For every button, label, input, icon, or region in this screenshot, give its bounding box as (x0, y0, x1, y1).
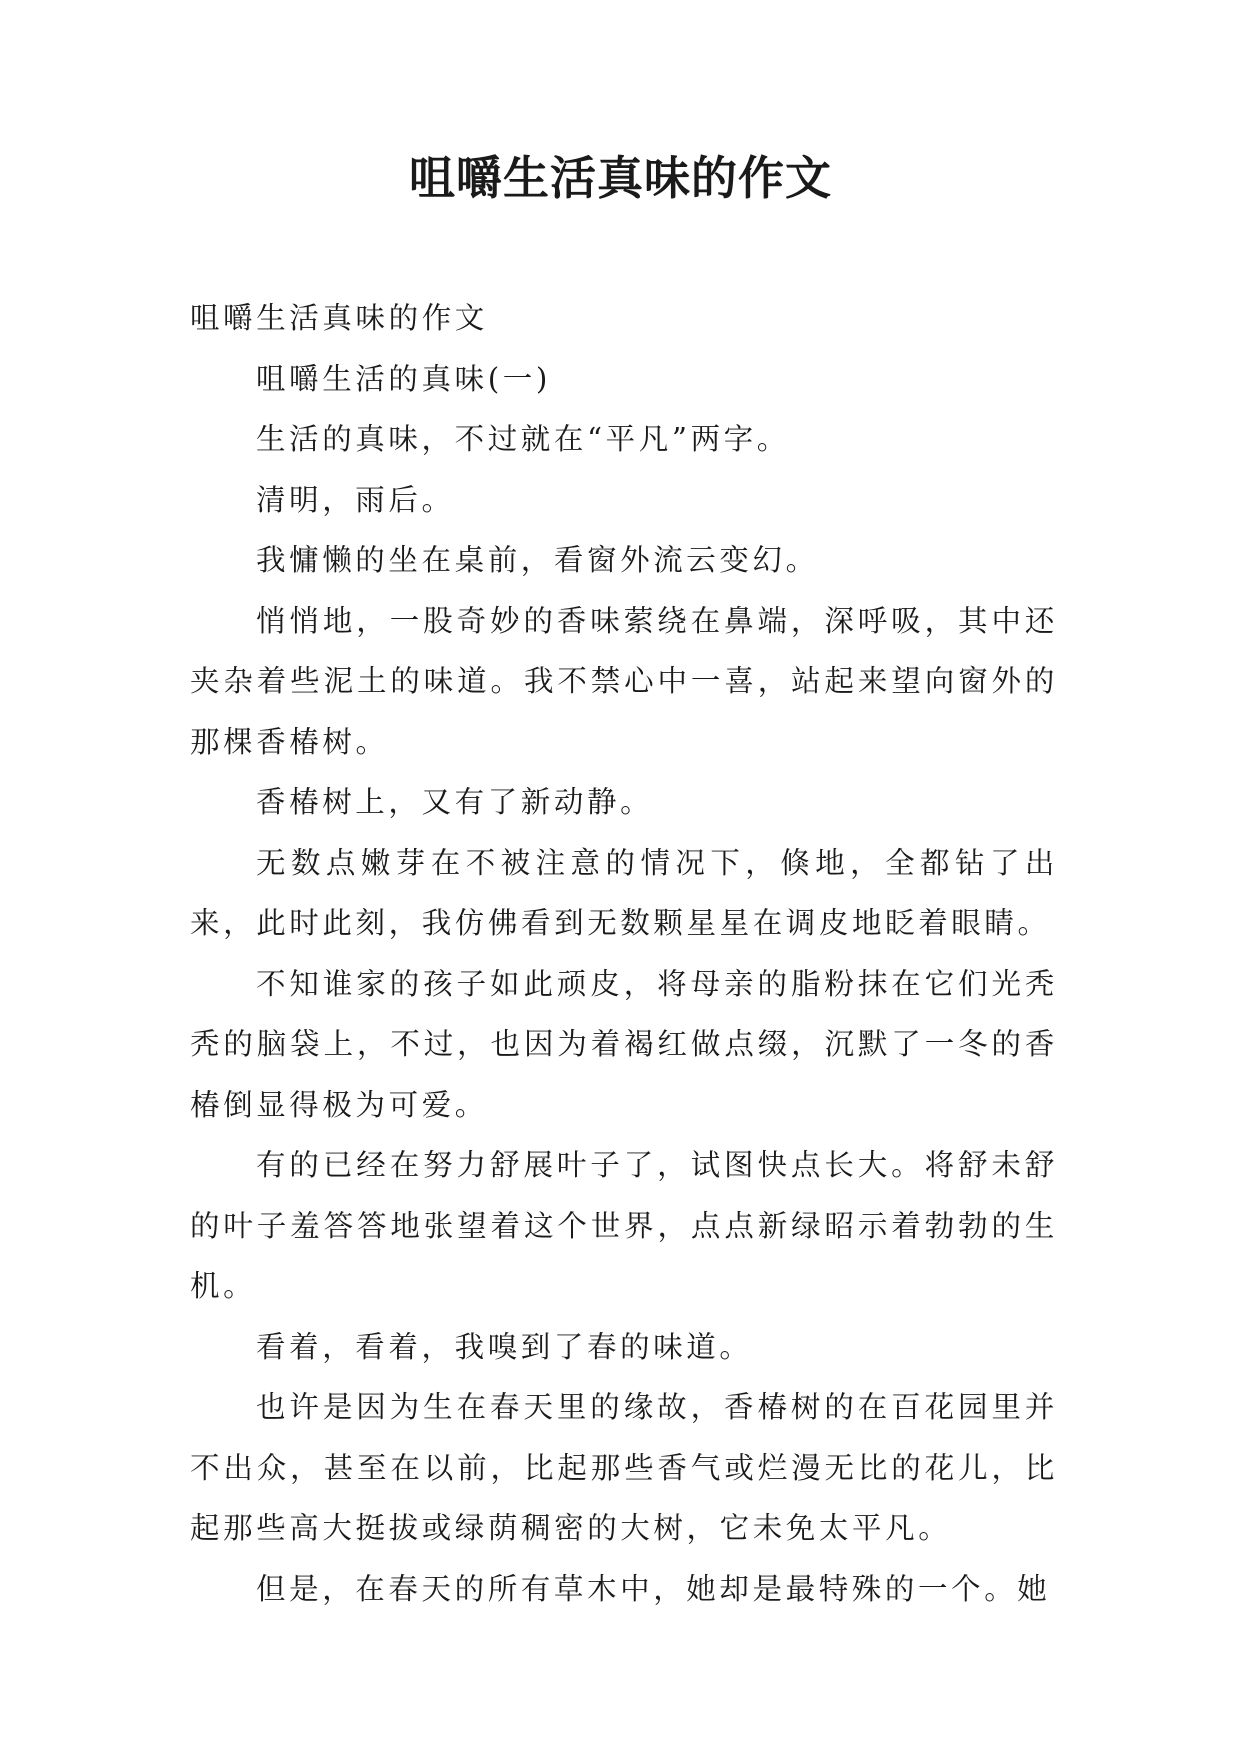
paragraph: 但是，在春天的所有草木中，她却是最特殊的一个。她 (256, 1571, 1051, 1606)
paragraph: 有的已经在努力舒展叶子了，试图快点长大。将舒未舒的叶子羞答答地张望着这个世界，点点新绿昭示着勃勃的生机。 (190, 1148, 1058, 1303)
paragraph: 我慵懒的坐在桌前，看窗外流云变幻。 (256, 543, 819, 577)
paragraph: 清明，雨后。 (256, 482, 455, 517)
page-title: 咀嚼生活真味的作文 (409, 151, 832, 205)
paragraph: 香椿树上，又有了新动静。 (256, 785, 654, 819)
paragraph: 咀嚼生活的真味(一) (256, 361, 552, 396)
paragraph: 生活的真味，不过就在“平凡”两字。 (256, 422, 790, 456)
paragraph: 悄悄地，一股奇妙的香味萦绕在鼻端，深呼吸，其中还夹杂着些泥土的味道。我不禁心中一喜，站起来望向窗外的那棵香椿树。 (190, 603, 1058, 759)
document-body (190, 288, 1058, 1619)
paragraph: 不知谁家的孩子如此顽皮，将母亲的脂粉抹在它们光秃秃的脑袋上，不过，也因为着褐红做点缀，沉默了一冬的香椿倒显得极为可爱。 (190, 966, 1058, 1122)
paragraph: 咀嚼生活真味的作文 (190, 301, 488, 335)
paragraph: 也许是因为生在春天里的缘故，香椿树的在百花园里并不出众，甚至在以前，比起那些香气或烂漫无比的花儿，比起那些高大挺拔或绿荫稠密的大树，它未免太平凡。 (190, 1390, 1058, 1545)
paragraph: 看着，看着，我嗅到了春的味道。 (256, 1329, 753, 1364)
paragraph: 无数点嫩芽在不被注意的情况下，倏地，全都钻了出来，此时此刻，我仿佛看到无数颗星星在调皮地眨着眼睛。 (190, 845, 1058, 940)
